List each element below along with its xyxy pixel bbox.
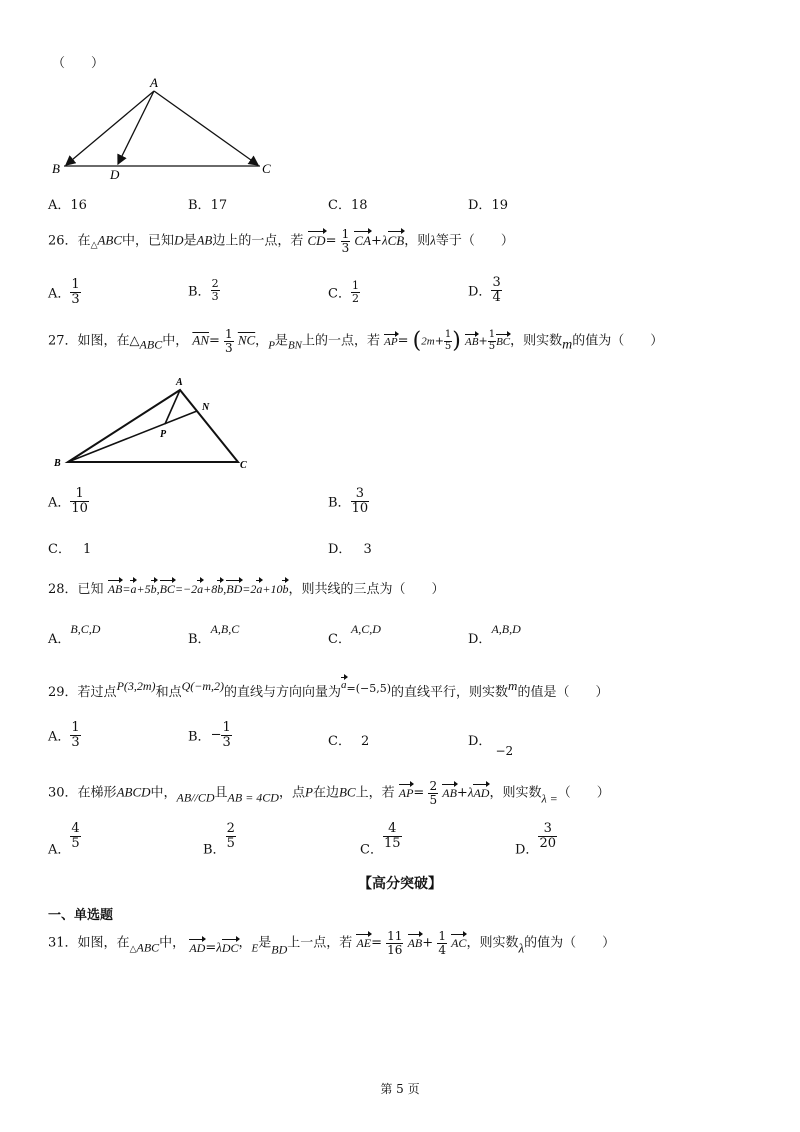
q26-option-a[interactable]: A． $\frac{1}{3}$ (48, 277, 80, 307)
section-title: 【高分突破】 (358, 876, 442, 892)
q27-stem: 27．如图，在△ABC中， $\overline{AN}=$ $\frac{1}{3}$ $\overline{NC}$，$_P$是$_{BN}$上的一点，若 AP= (2m+ $\frac{1}{5}$ ) AB+ $\frac{1}{5}$ BC，则实数m的值为（ ） (48, 327, 664, 355)
q29-stem: 29．若过点P(3,2m)和点Q(−m,2)的直线与方向向量为$a^{=(-5,5)}$的直线平行，则实数m的值是（ ） (48, 678, 609, 700)
label-b: B (54, 458, 61, 469)
vector-ab (66, 91, 154, 165)
q25-option-a[interactable]: A．16 (48, 198, 87, 213)
q27-option-b[interactable]: B． $\frac{3}{10}$ (328, 486, 369, 516)
label-c: C (240, 460, 247, 471)
q28-option-b[interactable]: B．A,B,C (188, 622, 240, 647)
q25-option-b[interactable]: B．17 (188, 198, 228, 213)
q30-option-b[interactable]: B． $\frac{2}{5}$ (203, 821, 235, 858)
segment-bn (68, 411, 197, 462)
q25-option-d[interactable]: D．19 (468, 198, 508, 213)
q29-option-a[interactable]: A． $\frac{1}{3}$ (48, 720, 80, 750)
q28-stem: 28．已知 AB=a+5b,BC=−2a+8b,BD=2a+10b，则共线的三点为（ ） (48, 582, 445, 597)
q26-option-c[interactable]: C． $\frac{1}{2}$ (328, 279, 359, 305)
answer-paren: （ ） (52, 56, 105, 71)
vector-ac (154, 91, 258, 165)
q27-option-a[interactable]: A． $\frac{1}{10}$ (48, 486, 88, 516)
label-a: A (176, 377, 183, 388)
label-n: N (202, 402, 210, 413)
figure-triangle-abc-np (50, 372, 260, 472)
q26-option-d[interactable]: D． $\frac{3}{4}$ (468, 275, 501, 305)
q31-stem: 31．如图，在$_\triangle$ABC中， AD=λDC，$_E$是BD上一点，若 AE= $\frac{11}{16}$ AB+ $\frac{1}{4}$ AC，则实数λ的值为（ ） (48, 929, 616, 957)
q30-option-a[interactable]: A． $\frac{4}{5}$ (48, 821, 80, 858)
q28-option-d[interactable]: D．A,B,D (468, 622, 521, 647)
q28-option-a[interactable]: A．B,C,D (48, 622, 101, 647)
q30-stem: 30．在梯形ABCD中，AB//CD且AB = 4CD，点P在边BC上，若 AP= $\frac{2}{5}$ AB+λAD，则实数λ =（ ） (48, 779, 610, 807)
q30-option-c[interactable]: C． $\frac{4}{15}$ (360, 821, 401, 858)
label-d: D (110, 167, 120, 182)
q26-option-b[interactable]: B． $\frac{2}{3}$ (188, 277, 219, 303)
q29-option-d[interactable]: D．−2 (468, 734, 514, 758)
q29-option-b[interactable]: B．− $\frac{1}{3}$ (188, 720, 231, 750)
subsection-title: 一、单选题 (48, 908, 114, 923)
q30-option-d[interactable]: D． $\frac{3}{20}$ (515, 821, 556, 858)
label-c: C (262, 161, 271, 176)
label-p: P (160, 429, 167, 440)
label-b: B (52, 161, 60, 176)
q27-option-d[interactable]: D． 3 (328, 542, 372, 557)
q25-option-c[interactable]: C．18 (328, 198, 368, 213)
q29-option-c[interactable]: C． 2 (328, 734, 370, 749)
q28-option-c[interactable]: C．A,C,D (328, 622, 381, 647)
page-number: 第 5 页 (380, 1082, 420, 1096)
figure-triangle-abc-d (40, 75, 290, 185)
label-a: A (150, 75, 158, 90)
q27-option-c[interactable]: C． 1 (48, 542, 92, 557)
q26-stem: 26．在$_\triangle$ABC中，已知D是AB边上的一点，若 CD= $\frac{1}{3}$ CA+λCB，则λ等于（ ） (48, 227, 514, 255)
vector-ad (118, 91, 154, 164)
